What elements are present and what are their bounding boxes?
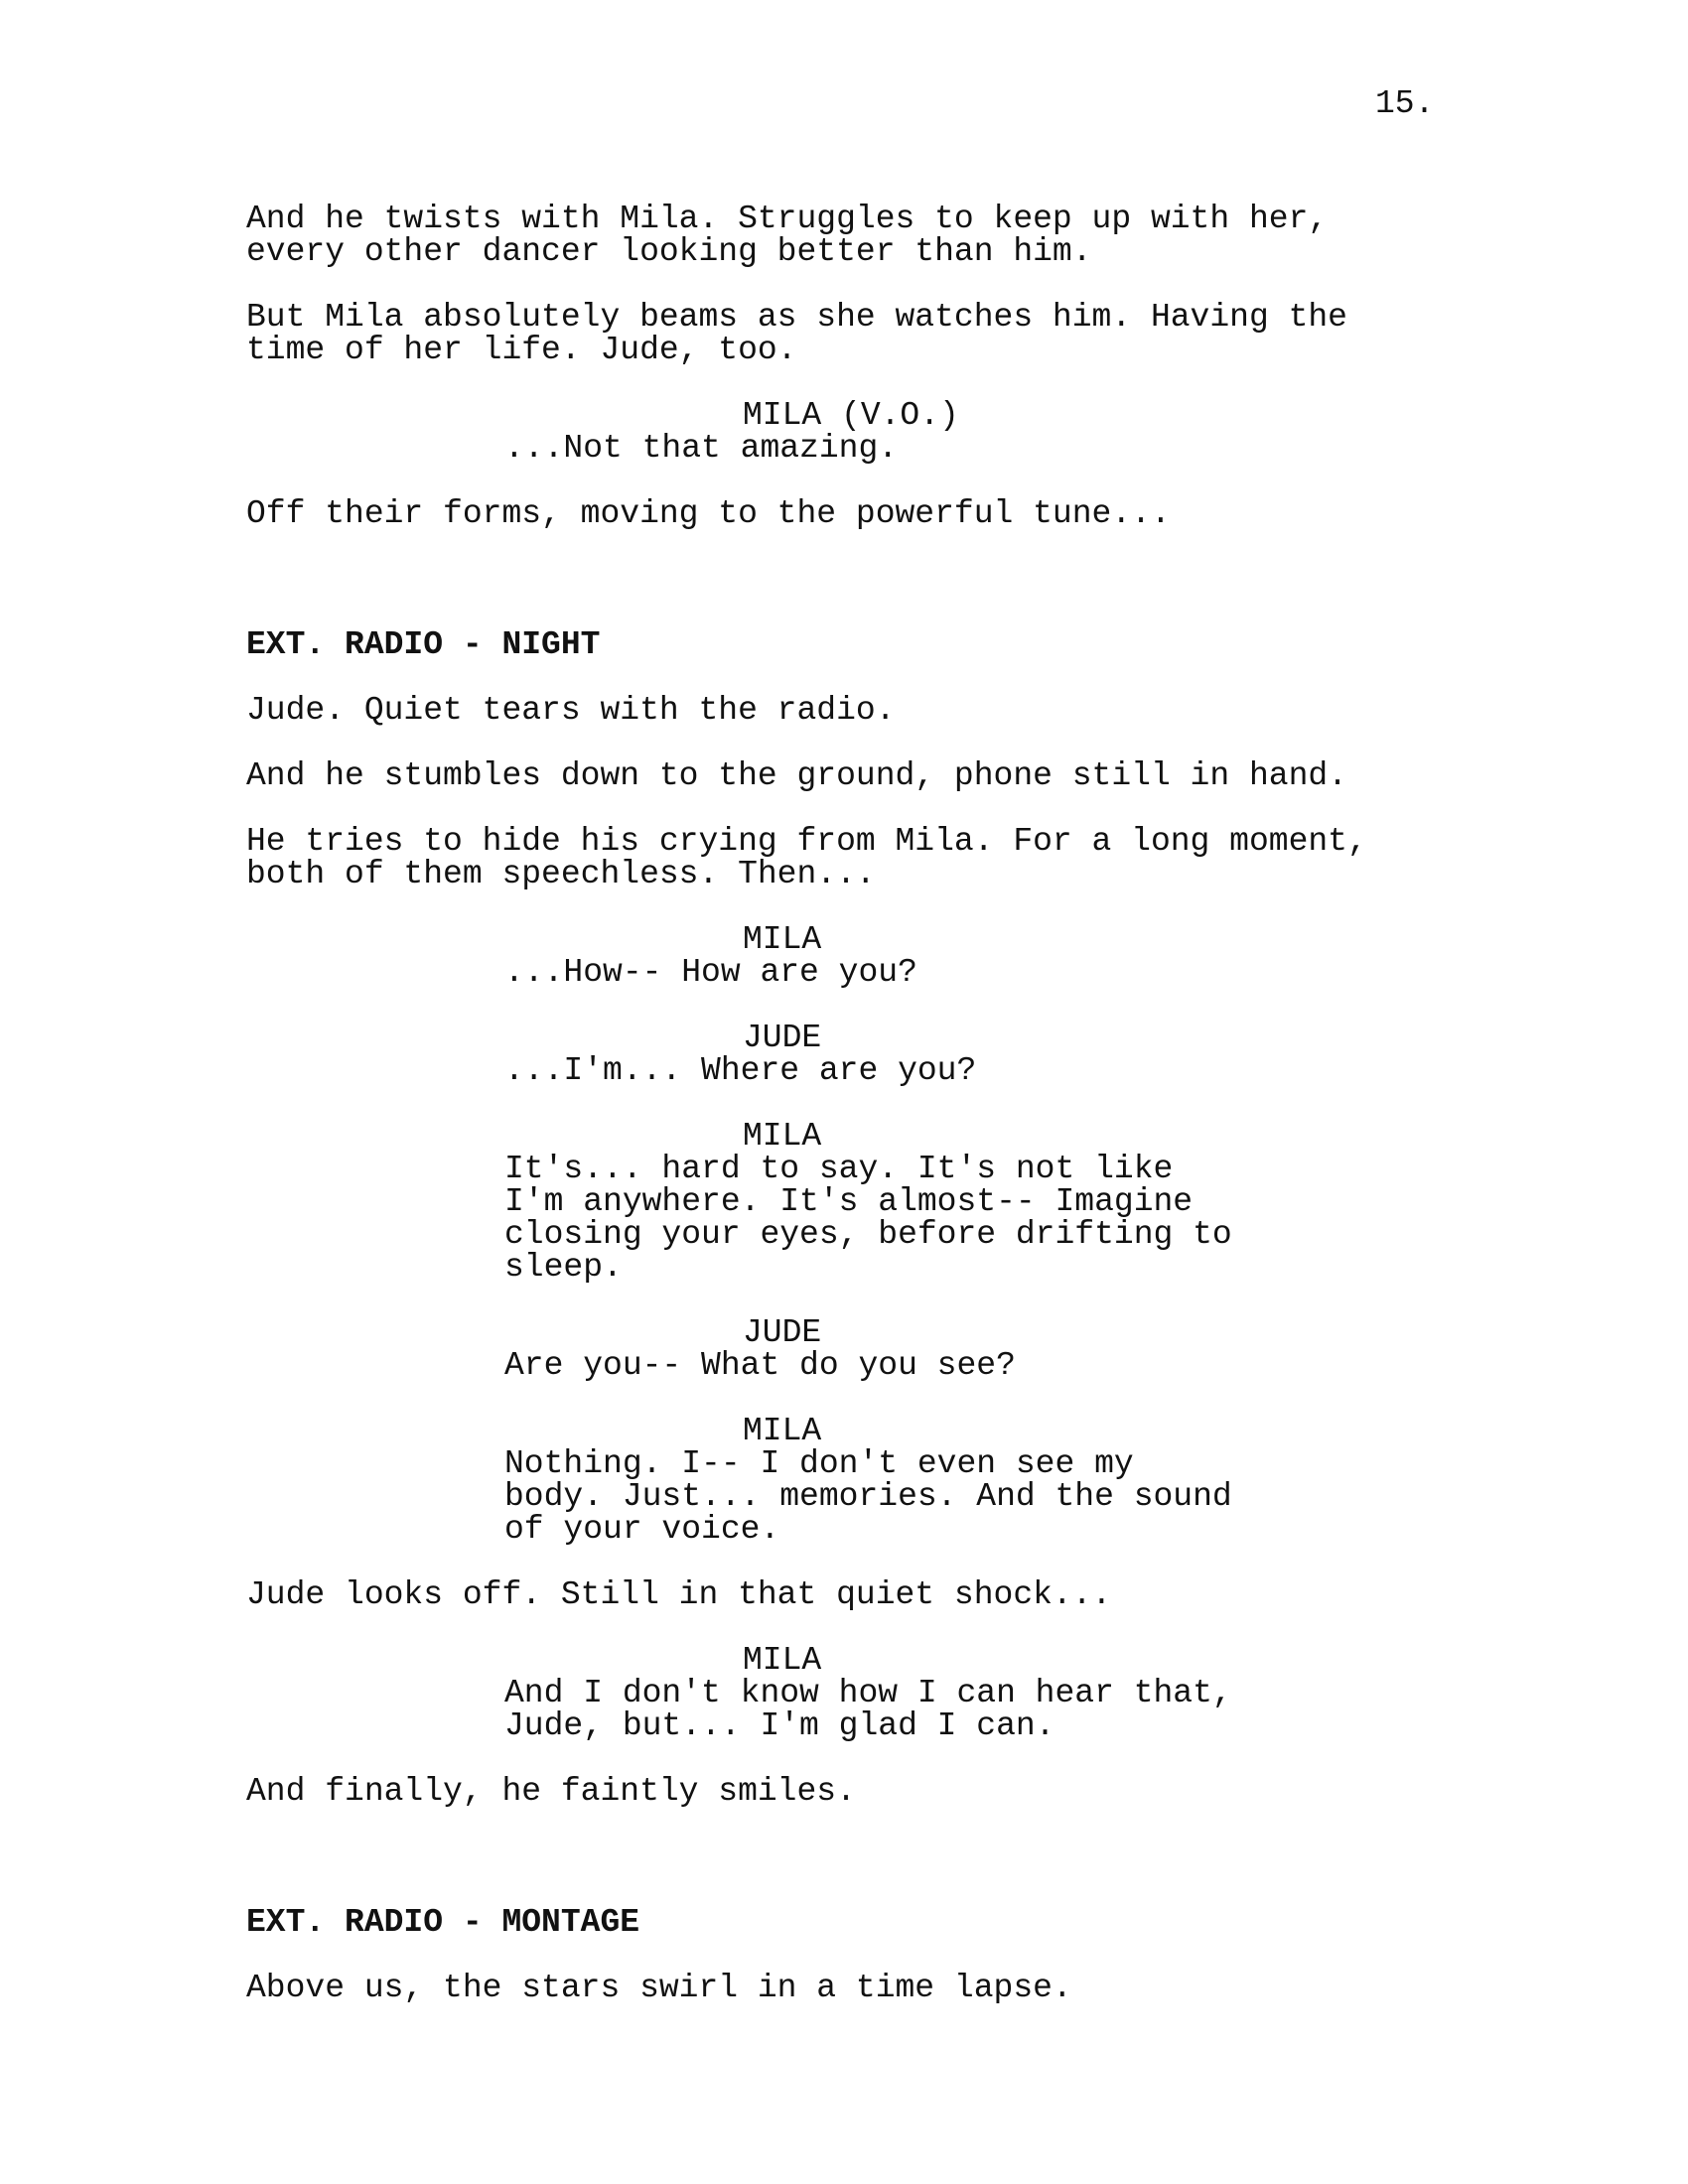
page-number: 15. — [1375, 85, 1435, 122]
action-line: Jude looks off. Still in that quiet shock... — [246, 1576, 1112, 1613]
screenplay-body — [246, 203, 1438, 2037]
dialogue-text: ...Not that amazing. — [504, 430, 899, 467]
scene-heading: EXT. RADIO - NIGHT — [246, 626, 601, 663]
character-cue: JUDE — [743, 1314, 822, 1351]
dialogue-text: Are you-- What do you see? — [504, 1347, 1016, 1384]
character-cue: MILA — [743, 1413, 822, 1449]
action-line: But Mila absolutely beams as she watches him. Having the time of her life. Jude, too. — [246, 299, 1347, 368]
dialogue-text: It's... hard to say. It's not like I'm anywhere. It's almost-- Imagine closing your eyes, before drifting to sleep. — [504, 1151, 1232, 1286]
character-cue: MILA — [743, 1118, 822, 1155]
character-cue: MILA — [743, 921, 822, 958]
dialogue-text: Nothing. I-- I don't even see my body. Just... memories. And the sound of your voice. — [504, 1445, 1232, 1548]
action-line: Off their forms, moving to the powerful tune... — [246, 495, 1171, 532]
dialogue-text: ...I'm... Where are you? — [504, 1052, 977, 1089]
action-line: Jude. Quiet tears with the radio. — [246, 692, 896, 729]
action-line: And finally, he faintly smiles. — [246, 1773, 856, 1810]
scene-break — [246, 1841, 1438, 1906]
scene-heading: EXT. RADIO - MONTAGE — [246, 1904, 640, 1941]
character-cue: MILA (V.O.) — [743, 397, 959, 434]
action-line: Above us, the stars swirl in a time lapse. — [246, 1970, 1072, 2006]
dialogue-text: ...How-- How are you? — [504, 954, 917, 991]
action-line: And he stumbles down to the ground, phone still in hand. — [246, 757, 1347, 794]
character-cue: MILA — [743, 1642, 822, 1679]
scene-break — [246, 563, 1438, 628]
action-line: He tries to hide his crying from Mila. For a long moment, both of them speechless. Then... — [246, 823, 1367, 892]
character-cue: JUDE — [743, 1020, 822, 1056]
dialogue-text: And I don't know how I can hear that, Jude, but... I'm glad I can. — [504, 1675, 1232, 1744]
action-line: And he twists with Mila. Struggles to keep up with her, every other dancer looking better than him. — [246, 201, 1329, 270]
